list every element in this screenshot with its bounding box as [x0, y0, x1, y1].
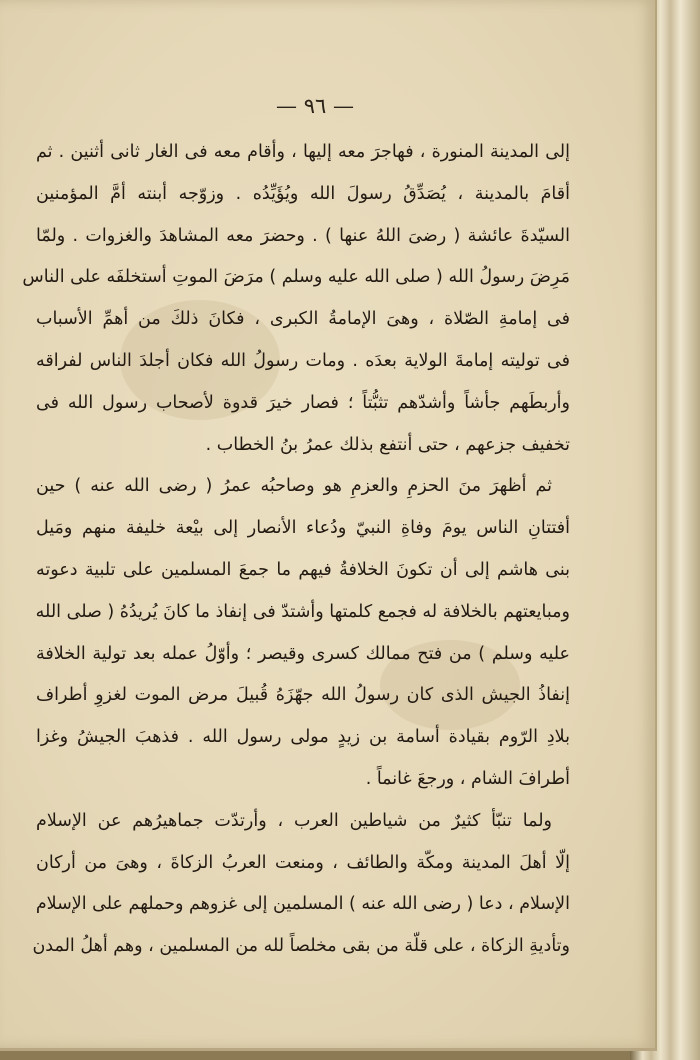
- text-line: ولما تنبّأ كثيرٌ من شياطين العرب ، وأرتدّت جماهيرُهم عن الإسلام: [36, 810, 552, 831]
- text-line: أقامَ بالمدينة ، يُصَدِّقُ رسولَ الله ويُؤَيِّدُه . وزوّجه أبنته أمَّ المؤمنين: [36, 183, 570, 204]
- text-line: أفتتانِ الناس يومَ وفاةِ النبيّ ودُعاء الأنصار إلى بيْعة خليفة منهم ومَيل: [36, 518, 570, 539]
- page-body-text: [22, 132, 570, 968]
- text-line: السيّدةَ عائشة ( رضىَ اللهُ عنها ) . وحضرَ معه المشاهدَ والغزوات . ولمّا: [36, 225, 570, 246]
- text-line: إلى المدينة المنورة ، فهاجرَ معه إليها ، وأقام معه فى الغار ثانى أثنين . ثم: [36, 142, 570, 162]
- text-line: عليه وسلم ) من فتح ممالك كسرى وقيصر ؛ وأوّلُ عمله بعد تولية الخلافة: [36, 643, 570, 664]
- text-line: أطرافَ الشام ، ورجعَ غانماً .: [365, 768, 570, 789]
- text-line: بلادِ الرّوم بقيادة أسامة بن زيدٍ مولى رسول الله . فذهبَ الجيشُ وغزا: [36, 727, 570, 748]
- page-number: — ٩٦ —: [276, 94, 354, 118]
- text-line: مَرِضَ رسولُ الله ( صلى الله عليه وسلم ) مرَضَ الموتِ أستخلفَه على الناس: [22, 267, 570, 288]
- text-line: فى إمامةِ الصّلاة ، وهىَ الإمامةُ الكبرى ، فكانَ ذلكَ من أهمِّ الأسباب: [36, 309, 570, 330]
- text-line: تخفيف جزعهم ، حتى أنتفع بذلك عمرُ بنُ الخطاب .: [205, 434, 570, 455]
- text-line: إنفاذُ الجيش الذى كان رسولُ الله جهّزَهُ قُبيلَ مرض الموت لغزوِ أطراف: [36, 685, 570, 706]
- text-line: وتأديةِ الزكاة ، على قلّة من بقى مخلصاً لله من المسلمين ، وهم أهلُ المدن: [32, 936, 570, 957]
- text-line: الإسلام ، دعا ( رضى الله عنه ) المسلمين إلى غزوهم وحملهم على الإسلام: [35, 894, 570, 915]
- text-line: فى توليته إمامةَ الولاية بعدَه . ومات رسولُ الله فكان أجلدَ الناس لفراقه: [36, 350, 570, 371]
- text-line: وأربطَهم جأشاً وأشدّهم تثبُّتاً ؛ فصار خيرَ قدوة لأصحاب رسول الله فى: [36, 392, 570, 413]
- text-line: ثم أظهرَ منَ الحزمِ والعزمِ هو وصاحبُه عمرُ ( رضى الله عنه ) حين: [36, 476, 552, 497]
- text-line: ومبايعتهم بالخلافة له فجمع كلمتها وأشتدّ فى إنفاذ ما كانَ يُريدُهُ ( صلى الله: [35, 601, 570, 622]
- text-line: إلّا أهلَ المدينة ومكّة والطائف ، ومنعت العربُ الزكاةَ ، وهىَ من أركان: [36, 852, 570, 873]
- text-line: بنى هاشم إلى أن تكونَ الخلافةُ فيهم ما جمعَ المسلمين على تلبية دعوته: [36, 559, 570, 580]
